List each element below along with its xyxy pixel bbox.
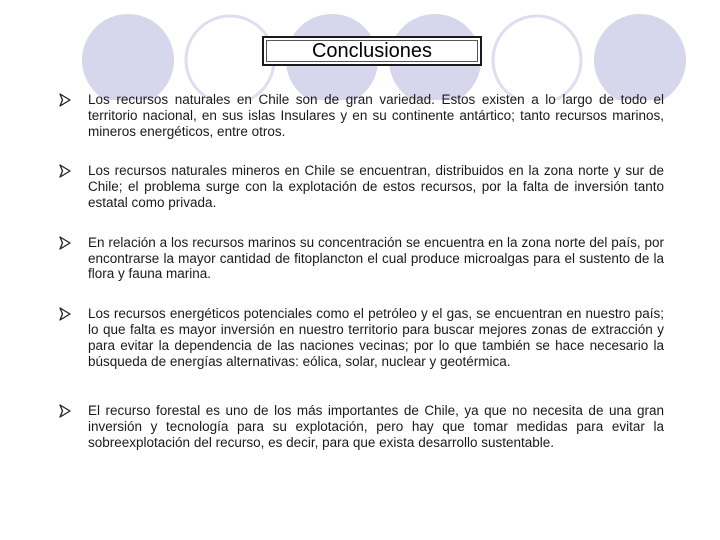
decor-circle bbox=[594, 14, 686, 100]
arrow-bullet-icon bbox=[58, 92, 88, 107]
bullet-item bbox=[58, 92, 664, 139]
bullet-text: En relación a los recursos marinos su concentración se encuentra en la zona norte del país, por encontrarse la mayor cantidad de fitoplancton el cual produce microalgas para el sustento de la flora y fauna marina. bbox=[88, 234, 664, 282]
arrow-bullet-icon bbox=[58, 163, 88, 178]
bullet-text: Los recursos naturales mineros en Chile se encuentran, distribuidos en la zona norte y sur de Chile; el problema surge con la explotación de estos recursos, por la falta de inversión tanto estatal como privada. bbox=[88, 163, 664, 210]
bullet-item bbox=[58, 235, 664, 282]
bullet-text: Los recursos naturales en Chile son de gran variedad. Estos existen a lo largo de todo el territorio nacional, en sus islas Insulares y en su continente antártico; tanto recursos marinos, mineros energéticos, entre otros. bbox=[88, 92, 664, 139]
decor-ring bbox=[493, 16, 581, 100]
arrow-bullet-icon bbox=[58, 403, 88, 418]
bullet-item bbox=[58, 163, 664, 210]
bullet-list bbox=[58, 92, 664, 451]
bullet-item bbox=[58, 306, 664, 369]
decor-ring bbox=[186, 16, 274, 100]
bullet-text: Los recursos energéticos potenciales como el petróleo y el gas, se encuentran en nuestro país; lo que falta es mayor inversión en nuestro territorio para buscar mejores zonas de extracción y para evitar la dependencia de las naciones vecinas; por lo que también se hace necesario la búsqueda de energías alternativas: eólica, solar, nuclear y geotérmica. bbox=[88, 306, 664, 369]
bullet-item bbox=[58, 403, 664, 450]
arrow-bullet-icon bbox=[58, 306, 88, 321]
decor-circle bbox=[82, 14, 174, 100]
bullet-text: El recurso forestal es uno de los más importantes de Chile, ya que no necesita de una gran inversión y tecnología para su explotación, pero hay que tomar medidas para evitar la sobreexplotación del recurso, es decir, para que exista desarrollo sustentable. bbox=[88, 403, 664, 450]
arrow-bullet-icon bbox=[58, 235, 88, 250]
slide-title: Conclusiones bbox=[262, 36, 482, 66]
